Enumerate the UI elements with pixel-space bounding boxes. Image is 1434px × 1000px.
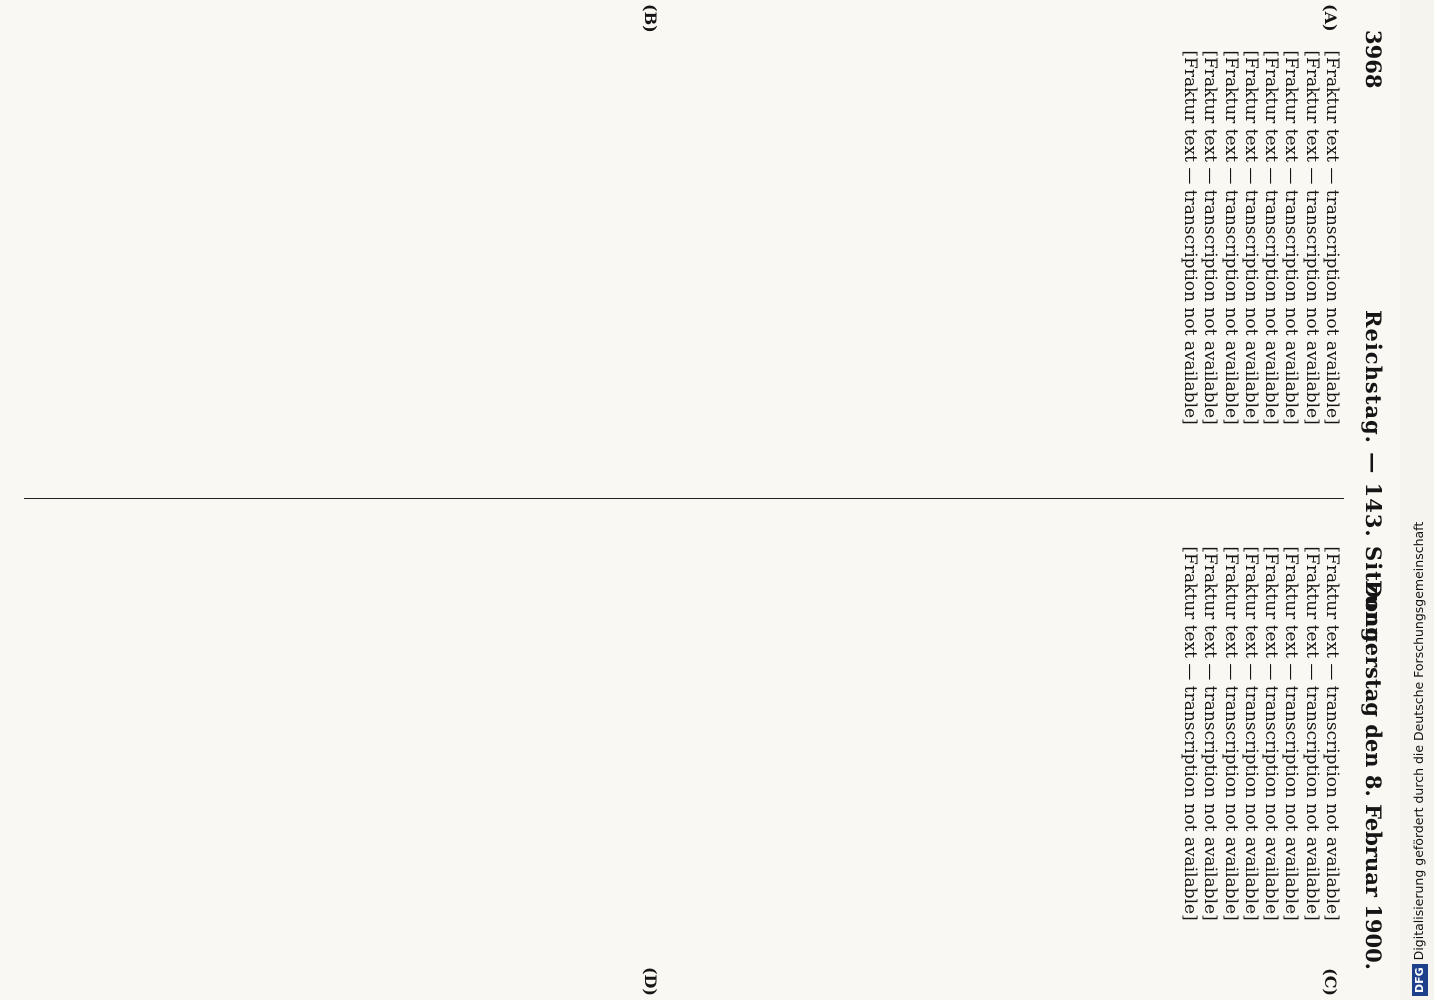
left-column (22, 30, 1342, 470)
right-paragraph: [Fraktur text — transcription not available] (1281, 546, 1302, 921)
left-paragraph: [Fraktur text — transcription not available] (1261, 50, 1282, 425)
right-paragraph: [Fraktur text — transcription not available] (1220, 546, 1241, 921)
left-paragraph: [Fraktur text — transcription not available] (1322, 50, 1342, 425)
margin-mark-c: (C) (1321, 968, 1340, 996)
left-paragraph: [Fraktur text — transcription not available] (1301, 50, 1322, 425)
left-paragraph: [Fraktur text — transcription not available] (1179, 50, 1200, 425)
page-header (1352, 30, 1386, 970)
right-paragraph: [Fraktur text — transcription not available] (1261, 546, 1282, 921)
margin-mark-d: (D) (641, 966, 660, 996)
right-paragraph: [Fraktur text — transcription not available] (1301, 546, 1322, 921)
left-paragraph: [Fraktur text — transcription not available] (1281, 50, 1302, 425)
dfg-credit-text: Digitalisierung gefördert durch die Deutsche Forschungsgemeinschaft (1411, 521, 1426, 961)
right-paragraph: [Fraktur text — transcription not available] (1200, 546, 1221, 921)
left-paragraph: [Fraktur text — transcription not available] (1220, 50, 1241, 425)
dfg-credit (1404, 0, 1434, 996)
dfg-badge: DFG (1412, 964, 1428, 996)
left-paragraph: [Fraktur text — transcription not available] (1240, 50, 1261, 425)
right-paragraph: [Fraktur text — transcription not available] (1322, 546, 1342, 921)
margin-mark-b: (B) (641, 4, 660, 33)
left-paragraph: [Fraktur text — transcription not available] (1200, 50, 1221, 425)
right-paragraph: [Fraktur text — transcription not available] (1240, 546, 1261, 921)
column-divider (24, 498, 1344, 499)
session-date: Donnerstag den 8. Februar 1900. (1361, 579, 1386, 970)
right-column (22, 526, 1342, 970)
page-number: 3968 (1361, 30, 1386, 89)
margin-mark-a: (A) (1321, 4, 1340, 32)
right-paragraph: [Fraktur text — transcription not available] (1179, 546, 1200, 921)
session-title: Reichstag. — 143. Sitzung. (1361, 310, 1386, 652)
